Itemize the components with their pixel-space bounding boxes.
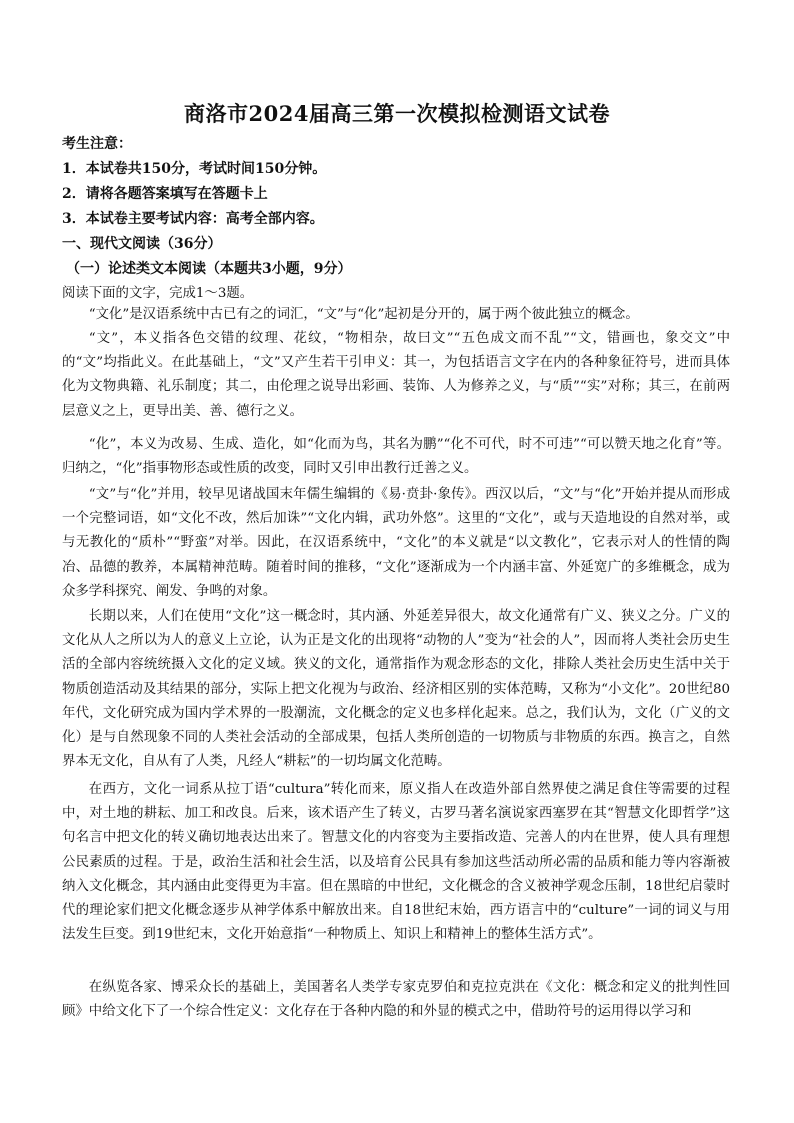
notice-item: 2．请将各题答案填写在答题卡上: [62, 186, 268, 202]
passage-paragraph: “化”，本义为改易、生成、造化，如“化而为鸟，其名为鹏”“化不可代，时不可违”“可以赞天地之化育”等。归纳之，“化”指事物形态或性质的改变，同时又引申出教行迁善之义。: [62, 437, 730, 477]
passage-paragraph: 长期以来，人们在使用“文化”这一概念时，其内涵、外延差异很大，故文化通常有广义、狭义之分。广义的文化从人之所以为人的意义上立论，认为正是文化的出现将“动物的人”变为“社会的人”，因而将人类社会历史生活的全部内容统统摄入文化的定义域。狭义的文化，通常指作为观念形态的文化，排除人类社会历史生活中关于物质创造活动及其结果的部分，实际上把文化视为与政治、经济相区别的实体范畴，又称为“小文化”。20世纪80年代，文化研究成为国内学术界的一股潮流，文化概念的定义也多样化起来。总之，我们认为，文化（广义的文化）是与自然现象不同的人类社会活动的全部成果，包括人类所创造的一切物质与非物质的东西。换言之，自然界本无文化，自从有了人类，凡经人“耕耘”的一切均属文化范畴。: [62, 609, 730, 770]
notice-item: 3．本试卷主要考试内容：高考全部内容。: [62, 211, 324, 227]
passage-paragraph: “文”与“化”并用，较早见诸战国末年儒生编辑的《易·贲卦·象传》。西汉以后，“文”与“化”开始并提从而形成一个完整词语，如“文化不改，然后加诛”“文化内辑，武功外悠”。这里的“文化”，或与天造地设的自然对举，或与无教化的“质朴”“野蛮”对举。因此，在汉语系统中，“文化”的本义就是“以文教化”，它表示对人的性情的陶冶、品德的教养，本属精神范畴。随着时间的推移，“文化”逐渐成为一个内涵丰富、外延宽广的多维概念，成为众多学科探究、阐发、争鸣的对象。: [62, 487, 730, 599]
subsection-heading: （一）论述类文本阅读（本题共3小题，9分）: [66, 261, 352, 277]
passage-paragraph: 在西方，文化一词系从拉丁语“cultura”转化而来，原义指人在改造外部自然界使之满足食住等需要的过程中，对土地的耕耘、加工和改良。后来，该术语产生了转义，古罗马著名演说家西塞罗在其“智慧文化即哲学”这句名言中把文化的转义确切地表达出来了。智慧文化的内容变为主要指改造、完善人的内在世界，使人具有理想公民素质的过程。于是，政治生活和社会生活，以及培育公民具有参加这些活动所必需的品质和能力等内容渐被纳入文化概念，其内涵由此变得更为丰富。但在黑暗的中世纪，文化概念的含义被神学观念压制，18世纪启蒙时代的理论家们把文化概念逐步从神学体系中解放出来。自18世纪末始，西方语言中的“culture”一词的词义与用法发生巨变。到19世纪末，文化开始意指“一种物质上、知识上和精神上的整体生活方式”。: [62, 782, 730, 943]
passage-paragraph: “文”，本义指各色交错的纹理、花纹，“物相杂，故曰文”“五色成文而不乱”“文，错画也，象交文”中的“文”均指此义。在此基础上，“文”又产生若干引申义：其一，为包括语言文字在内的各种象征符号，进而具体化为文物典籍、礼乐制度；其二，由伦理之说导出彩画、装饰、人为修养之义，与“质”“实”对称；其三，在前两层意义之上，更导出美、善、德行之义。: [62, 331, 730, 419]
passage-paragraph: 在纵览各家、博采众长的基础上，美国著名人类学专家克罗伯和克拉克洪在《文化：概念和定义的批判性回顾》中给文化下了一个综合性定义：文化存在于各种内隐的和外显的模式之中，借助符号的运用得以学习和: [62, 980, 730, 1020]
notice-heading: 考生注意：: [62, 136, 132, 152]
passage-paragraph: “文化”是汉语系统中古已有之的词汇，“文”与“化”起初是分开的，属于两个彼此独立的概念。: [88, 307, 639, 322]
notice-item: 1．本试卷共150分，考试时间150分钟。: [62, 161, 327, 177]
exam-title: 商洛市2024届高三第一次模拟检测语文试卷: [184, 101, 610, 126]
reading-instruction: 阅读下面的文字，完成1～3题。: [62, 286, 254, 301]
section-heading: 一、现代文阅读（36分）: [62, 236, 222, 252]
